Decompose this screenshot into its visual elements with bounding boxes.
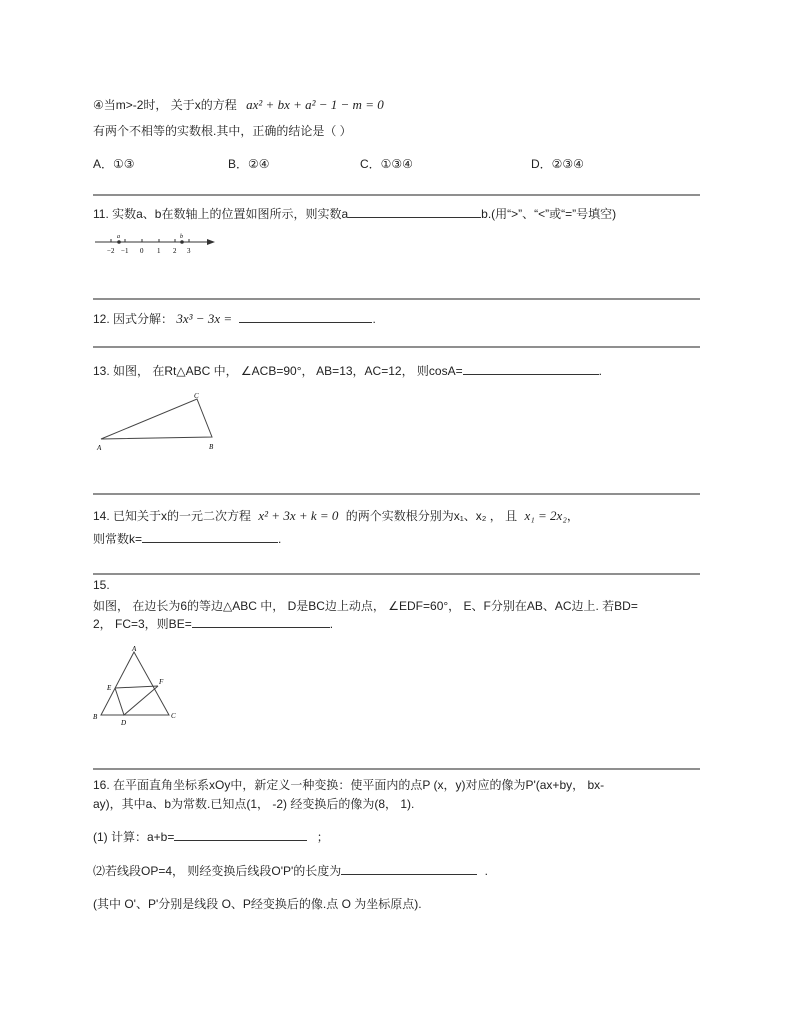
- q16-part2-suffix: .: [484, 864, 488, 878]
- q14-suffix: .: [278, 532, 282, 546]
- number-line-arrow: [207, 239, 215, 245]
- q16-part1: [93, 828, 329, 845]
- label-b: b: [180, 234, 183, 240]
- number-line-figure: [93, 232, 218, 256]
- q11-text-after: b.(用“>”、“<”或“=”号填空): [481, 207, 617, 221]
- q13-answer-blank[interactable]: [463, 362, 599, 375]
- q10-line1-text: ④当m>-2时， 关于x的方程: [93, 98, 237, 112]
- divider: [93, 768, 700, 770]
- q14-comma: ，: [566, 509, 579, 523]
- q16-part2-text: ⑵若线段OP=4， 则经变换后线段O'P'的长度为: [93, 864, 342, 878]
- q10-line1: [93, 96, 384, 113]
- q10-option-b[interactable]: B．②④: [228, 157, 270, 171]
- q15-line2-text: 2， FC=3，则BE=: [93, 617, 192, 631]
- tick-label: 1: [157, 247, 161, 255]
- equilateral-triangle-figure: [90, 642, 190, 728]
- q16-part2: [93, 862, 488, 879]
- q12-prefix: 12. 因式分解：: [93, 312, 174, 326]
- divider: [93, 194, 700, 196]
- q16-line2: ay)，其中a、b为常数.已知点(1， -2) 经变换后的像为(8， 1).: [93, 797, 415, 811]
- q14-middle: 的两个实数根分别为x₁、x₂ ， 且: [345, 509, 518, 523]
- q16-line1: 16. 在平面直角坐标系xOy中，新定义一种变换：使平面内的点P (x，y)对应的像为P'(ax+by， bx-: [93, 778, 605, 792]
- q14-equation: x² + 3x + k = 0: [258, 508, 339, 523]
- q11-answer-blank[interactable]: [348, 205, 481, 218]
- q14-condition: x₁ = 2x₂: [524, 508, 567, 523]
- tick-label: 2: [173, 247, 177, 255]
- divider: [93, 493, 700, 495]
- q15-suffix: .: [329, 617, 334, 631]
- q15-line1: 如图， 在边长为6的等边△ABC 中， D是BC边上动点， ∠EDF=60°， E、F分别在AB、AC边上. 若BD=: [93, 599, 638, 613]
- vertex-a-label: A: [132, 645, 137, 653]
- q10-equation: ax² + bx + a² − 1 − m = 0: [246, 97, 384, 112]
- q15-answer-blank[interactable]: [192, 615, 330, 628]
- q12-answer-blank[interactable]: [239, 310, 372, 323]
- vertex-a-label: A: [97, 444, 102, 452]
- point-a: [117, 240, 121, 244]
- vertex-f-label: F: [159, 678, 164, 686]
- q16-part1-answer-blank[interactable]: [174, 828, 307, 841]
- q10-option-d[interactable]: D．②③④: [531, 157, 584, 171]
- q14-line2-text: 则常数k=: [93, 532, 143, 546]
- vertex-b-label: B: [93, 713, 98, 721]
- q11-text-before: 11. 实数a、b在数轴上的位置如图所示，则实数a: [93, 207, 349, 221]
- q10-option-c[interactable]: C．①③④: [360, 157, 413, 171]
- tick-label: −2: [107, 247, 115, 255]
- divider: [93, 346, 700, 348]
- q12-line: [93, 310, 376, 327]
- q10-option-a[interactable]: A．①③: [93, 157, 135, 171]
- vertex-b-label: B: [209, 443, 214, 451]
- label-a: a: [117, 234, 120, 240]
- q13-suffix: .: [598, 364, 602, 378]
- q16-part1-text: (1) 计算：a+b=: [93, 830, 175, 844]
- q14-line1: [93, 507, 579, 524]
- triangle-abc: [101, 399, 212, 439]
- q12-expression: 3x³ − 3x =: [176, 311, 233, 326]
- q16-part1-suffix: ；: [316, 830, 329, 844]
- q13-text: 13. 如图， 在Rt△ABC 中， ∠ACB=90°， AB=13，AC=12， 则cosA=: [93, 364, 463, 378]
- q15-number: 15.: [93, 578, 110, 592]
- q10-line2: 有两个不相等的实数根.其中，正确的结论是（ ）: [93, 124, 352, 138]
- tick-label: 3: [187, 247, 191, 255]
- right-triangle-figure: [93, 390, 223, 456]
- q16-part2-answer-blank[interactable]: [341, 862, 477, 875]
- tick-label: −1: [121, 247, 129, 255]
- q14-answer-blank[interactable]: [142, 530, 278, 543]
- q15-line2: [93, 615, 333, 632]
- divider: [93, 298, 700, 300]
- point-b: [180, 240, 184, 244]
- q14-prefix: 14. 已知关于x的一元二次方程: [93, 509, 252, 523]
- q13-line: [93, 362, 602, 379]
- q11-text: [93, 205, 616, 222]
- q14-line2: [93, 530, 281, 547]
- divider: [93, 573, 700, 575]
- vertex-e-label: E: [107, 684, 112, 692]
- vertex-d-label: D: [121, 719, 127, 727]
- vertex-c-label: C: [171, 712, 176, 720]
- segment-ef: [115, 686, 158, 688]
- q16-note: (其中 O'、P'分别是线段 O、P经变换后的像.点 O 为坐标原点).: [93, 897, 422, 911]
- angle-edf: [115, 686, 158, 715]
- q12-suffix: .: [372, 312, 376, 326]
- vertex-c-label: C: [194, 392, 199, 400]
- tick-label: 0: [140, 247, 144, 255]
